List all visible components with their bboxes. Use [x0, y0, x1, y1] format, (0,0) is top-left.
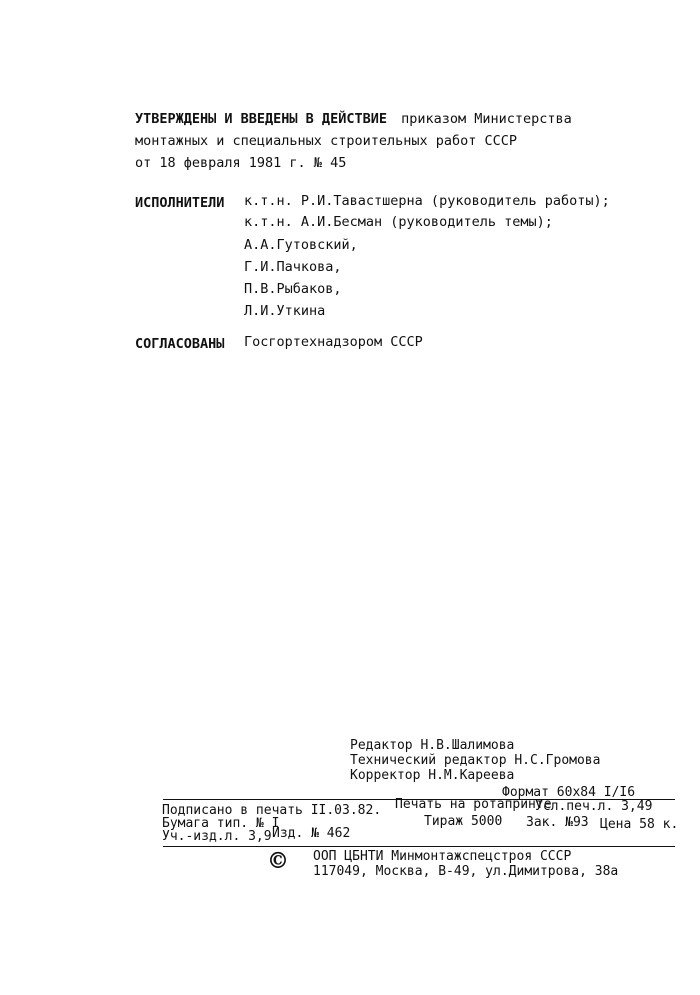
agreed-text: Госгортехнадзором СССР [244, 334, 423, 350]
imprint-format: Формат 60х84 I/I6 [502, 785, 636, 800]
approval-line-1 [135, 111, 572, 127]
imprint-pub-sheets: Уч.-изд.л. 3,9 [162, 829, 272, 844]
imprint-bottom-rule [163, 846, 675, 847]
agreed-label: СОГЛАСОВАНЫ [135, 336, 225, 352]
imprint-pub-no: Изд. № 462 [272, 826, 351, 841]
copyright-icon: © [267, 848, 289, 874]
imprint-address: 117049, Москва, В-49, ул.Димитрова, 38а [313, 864, 619, 879]
executors-label: ИСПОЛНИТЕЛИ [135, 195, 225, 211]
executor-5: П.В.Рыбаков, [244, 281, 342, 297]
executor-6: Л.И.Уткина [244, 303, 326, 319]
executor-1: к.т.н. Р.И.Тавастшерна (руководитель работы); [244, 193, 610, 209]
imprint-editor: Редактор Н.В.Шалимова [350, 738, 515, 753]
imprint-order: Зак. №93 [526, 815, 589, 830]
imprint-publisher: ООП ЦБНТИ Минмонтажспецстроя СССР [313, 849, 572, 864]
executor-2: к.т.н. А.И.Бесман (руководитель темы); [244, 214, 553, 230]
imprint-signed: Подписано в печать II.03.82. [162, 803, 382, 818]
executor-3: А.А.Гутовский, [244, 237, 358, 253]
executor-4: Г.И.Пачкова, [244, 259, 342, 275]
imprint-paper: Бумага тип. № I [162, 816, 280, 831]
approval-order-text: приказом Министерства [401, 111, 572, 127]
imprint-tech-editor: Технический редактор Н.С.Громова [350, 753, 601, 768]
approval-label: УТВЕРЖДЕНЫ И ВВЕДЕНЫ В ДЕЙСТВИЕ [135, 111, 387, 127]
imprint-print-sheets: Усл.печ.л. 3,49 [535, 799, 653, 814]
imprint-circulation: Тираж 5000 [424, 814, 503, 829]
approval-line-3: от 18 февраля 1981 г. № 45 [135, 155, 347, 171]
imprint-corrector: Корректор Н.М.Кареева [350, 768, 515, 783]
imprint-price: Цена 58 к. [600, 817, 679, 832]
imprint-printing: Печать на ротапринте [395, 797, 552, 812]
approval-line-2: монтажных и специальных строительных работ СССР [135, 133, 518, 149]
